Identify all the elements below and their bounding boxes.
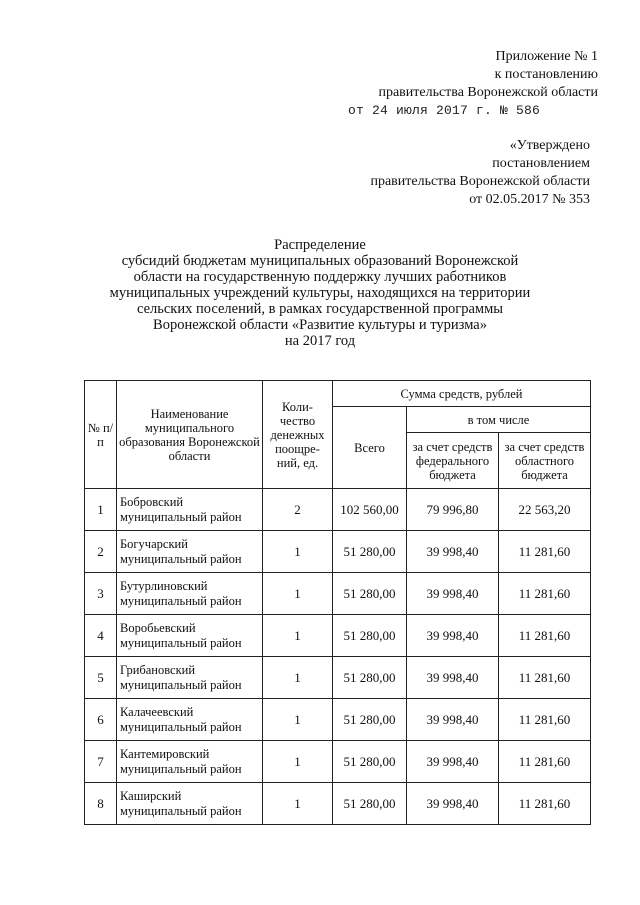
subsidy-table xyxy=(84,380,591,825)
title-line-4: муниципальных учреждений культуры, находящихся на территории xyxy=(109,285,531,301)
row-regional: 11 281,60 xyxy=(499,573,591,615)
table-row xyxy=(85,741,591,783)
approved-line-1: «Утверждено xyxy=(509,138,590,153)
row-num: 2 xyxy=(85,531,117,573)
row-count: 1 xyxy=(263,531,333,573)
approved-line-4: от 02.05.2017 № 353 xyxy=(469,192,590,207)
row-count: 1 xyxy=(263,783,333,825)
row-num: 8 xyxy=(85,783,117,825)
row-federal: 39 998,40 xyxy=(407,531,499,573)
row-num: 7 xyxy=(85,741,117,783)
row-count: 2 xyxy=(263,489,333,531)
row-federal: 39 998,40 xyxy=(407,741,499,783)
row-name: Богучарский муниципальный район xyxy=(117,531,263,573)
row-num: 5 xyxy=(85,657,117,699)
row-total: 51 280,00 xyxy=(333,783,407,825)
row-count: 1 xyxy=(263,573,333,615)
table-row xyxy=(85,699,591,741)
approved-line-2: постановлением xyxy=(492,156,590,171)
title-line-7: на 2017 год xyxy=(284,333,356,349)
row-federal: 39 998,40 xyxy=(407,657,499,699)
row-name: Бобровский муниципальный район xyxy=(117,489,263,531)
row-federal: 39 998,40 xyxy=(407,699,499,741)
row-num: 1 xyxy=(85,489,117,531)
row-name: Каширский муниципальный район xyxy=(117,783,263,825)
row-num: 6 xyxy=(85,699,117,741)
row-num: 4 xyxy=(85,615,117,657)
row-federal: 79 996,80 xyxy=(407,489,499,531)
row-regional: 22 563,20 xyxy=(499,489,591,531)
table-body xyxy=(85,489,591,825)
table-row xyxy=(85,531,591,573)
header-total: Всего xyxy=(333,407,407,489)
header-sum: Сумма средств, рублей xyxy=(333,381,591,407)
row-name: Бутурлиновский муниципальный район xyxy=(117,573,263,615)
row-total: 51 280,00 xyxy=(333,699,407,741)
table-row xyxy=(85,573,591,615)
header-name: Наименование муниципального образования Воронежской области xyxy=(117,381,263,489)
row-name: Грибановский муниципальный район xyxy=(117,657,263,699)
row-federal: 39 998,40 xyxy=(407,573,499,615)
row-count: 1 xyxy=(263,615,333,657)
row-total: 102 560,00 xyxy=(333,489,407,531)
document-title xyxy=(0,237,640,349)
row-regional: 11 281,60 xyxy=(499,531,591,573)
row-regional: 11 281,60 xyxy=(499,741,591,783)
appendix-line-3: правительства Воронежской области xyxy=(378,85,598,100)
row-total: 51 280,00 xyxy=(333,531,407,573)
row-total: 51 280,00 xyxy=(333,615,407,657)
row-federal: 39 998,40 xyxy=(407,615,499,657)
row-count: 1 xyxy=(263,657,333,699)
header-count: Коли-чество денежных поощре-ний, ед. xyxy=(263,381,333,489)
header-federal: за счет средств федерального бюджета xyxy=(407,433,499,489)
row-name: Кантемировский муниципальный район xyxy=(117,741,263,783)
row-regional: 11 281,60 xyxy=(499,699,591,741)
table-row xyxy=(85,489,591,531)
title-line-2: субсидий бюджетам муниципальных образований Воронежской xyxy=(121,253,519,269)
row-name: Воробьевский муниципальный район xyxy=(117,615,263,657)
row-total: 51 280,00 xyxy=(333,657,407,699)
title-line-3: области на государственную поддержку лучших работников xyxy=(133,269,507,285)
row-regional: 11 281,60 xyxy=(499,615,591,657)
row-name: Калачеевский муниципальный район xyxy=(117,699,263,741)
title-line-1: Распределение xyxy=(274,237,366,253)
title-line-6: Воронежской области «Развитие культуры и туризма» xyxy=(153,317,487,333)
appendix-date-line: от 24 июля 2017 г. № 586 xyxy=(348,103,541,118)
row-regional: 11 281,60 xyxy=(499,783,591,825)
appendix-line-2: к постановлению xyxy=(494,67,598,82)
header-regional: за счет средств областного бюджета xyxy=(499,433,591,489)
row-num: 3 xyxy=(85,573,117,615)
row-total: 51 280,00 xyxy=(333,741,407,783)
table-row xyxy=(85,783,591,825)
appendix-line-1: Приложение № 1 xyxy=(495,49,598,64)
header-incl: в том числе xyxy=(407,407,591,433)
row-count: 1 xyxy=(263,741,333,783)
row-regional: 11 281,60 xyxy=(499,657,591,699)
table-row xyxy=(85,657,591,699)
row-count: 1 xyxy=(263,699,333,741)
row-total: 51 280,00 xyxy=(333,573,407,615)
row-federal: 39 998,40 xyxy=(407,783,499,825)
title-line-5: сельских поселений, в рамках государственной программы xyxy=(136,301,504,317)
table-row xyxy=(85,615,591,657)
approved-line-3: правительства Воронежской области xyxy=(370,174,590,189)
header-num: № п/п xyxy=(85,381,117,489)
